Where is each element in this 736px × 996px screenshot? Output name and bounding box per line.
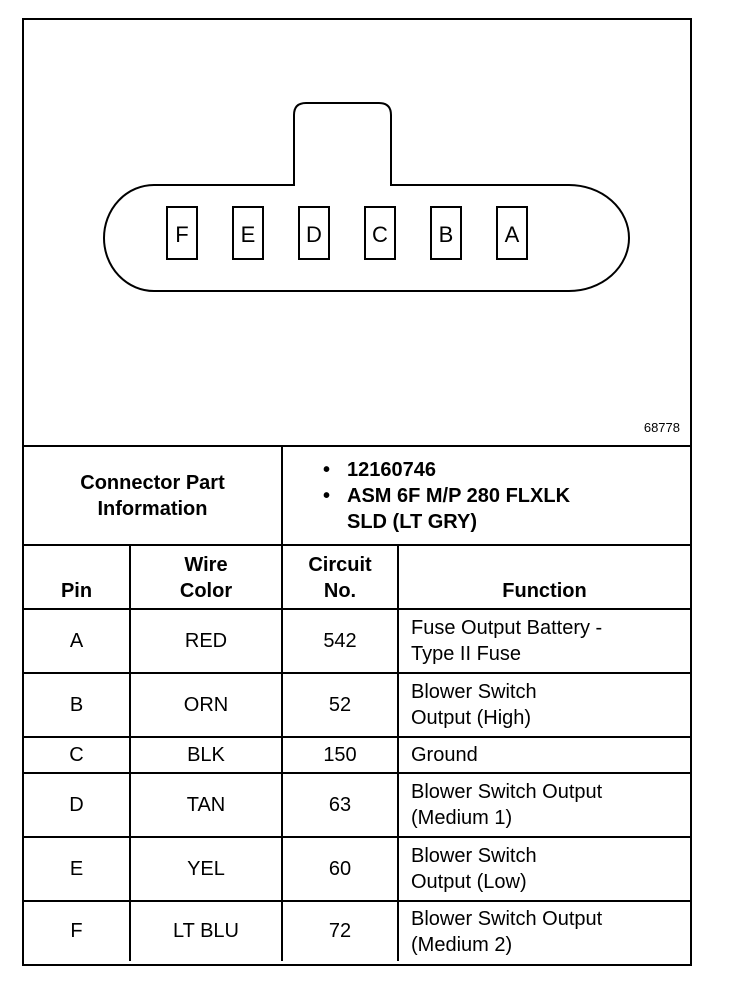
function-line: Fuse Output Battery - [411,617,603,639]
pin-cell: B [24,673,130,737]
circuit-cell: 72 [282,901,398,961]
pin-label-c: C [372,222,388,247]
wire-color-cell: LT BLU [130,901,282,961]
part-number: • 12160746 [323,457,690,483]
connector-housing-outline [104,103,629,291]
part-info-list [282,447,690,545]
function-line: Output (Low) [411,871,527,893]
function-cell [398,837,690,901]
function-line: Output (High) [411,707,532,729]
part-description [323,483,690,535]
function-line: Blower Switch Output [411,907,603,930]
part-info-label-line: Information [97,497,208,520]
wire-color-cell: TAN [130,773,282,837]
part-description-line: ASM 6F M/P 280 FLXLK [347,484,571,507]
table-row [24,901,690,961]
part-info-label-line: Connector Part [80,471,225,494]
connector-sheet [22,18,692,966]
header-wire-color [130,545,282,609]
pin-label-d: D [306,222,322,247]
wire-color-cell: YEL [130,837,282,901]
connector-info-table [24,447,690,961]
table-row [24,609,690,673]
function-line: Blower Switch [411,681,537,703]
table-row [24,673,690,737]
pin-cell: E [24,837,130,901]
function-line: Blower Switch [411,845,537,867]
header-function: Function [398,545,690,609]
header-circuit-line: Circuit [308,554,372,576]
table-row [24,737,690,773]
table-row [24,837,690,901]
figure-number: 68778 [643,420,680,435]
circuit-cell: 63 [282,773,398,837]
header-wire-color-line: Wire [184,554,228,576]
function-cell [398,609,690,673]
header-wire-color-line: Color [179,580,233,602]
part-info-label [24,447,282,545]
wire-color-cell: BLK [130,737,282,773]
header-pin: Pin [24,545,130,609]
pin-cell: C [24,737,130,773]
connector-diagram [24,20,690,447]
header-circuit-line: No. [323,580,357,602]
function-cell [398,673,690,737]
function-cell [398,773,690,837]
function-cell [398,737,690,773]
pin-cell: F [24,901,130,961]
pin-label-e: E [240,222,256,247]
header-row [24,545,690,609]
circuit-cell: 542 [282,609,398,673]
circuit-cell: 52 [282,673,398,737]
header-circuit [282,545,398,609]
function-cell [398,901,690,961]
circuit-cell: 60 [282,837,398,901]
pin-label-a: A [504,222,520,247]
wire-color-cell: ORN [130,673,282,737]
circuit-cell: 150 [282,737,398,773]
wire-color-cell: RED [130,609,282,673]
connector-face-drawing [24,20,690,445]
function-line: Blower Switch Output [411,781,603,803]
function-line: (Medium 2) [411,933,513,956]
function-line: (Medium 1) [411,807,513,829]
function-line: Ground [411,744,478,766]
part-info-row [24,447,690,545]
pin-label-f: F [175,222,189,247]
function-line: Type II Fuse [411,643,522,665]
table-row [24,773,690,837]
pin-cell: D [24,773,130,837]
pin-label-b: B [438,222,454,247]
pin-cell: A [24,609,130,673]
part-description-line: SLD (LT GRY) [347,510,477,533]
